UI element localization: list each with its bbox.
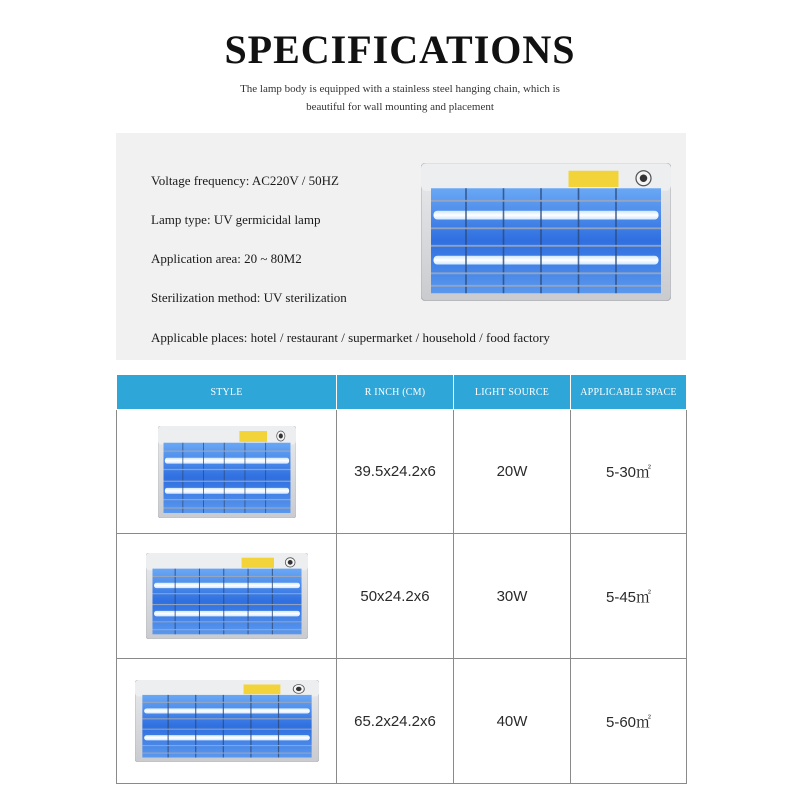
spec-sterilization-method: Sterilization method: UV sterilization — [151, 290, 347, 305]
lamp-40w-image — [135, 680, 319, 762]
space-cell: 5-45㎡ — [571, 534, 687, 659]
table-row — [117, 410, 687, 534]
spec-application-area: Application area: 20 ~ 80M2 — [151, 251, 302, 266]
product-lamp-image — [421, 163, 671, 301]
size-cell: 50x24.2x6 — [337, 534, 454, 659]
page-title: SPECIFICATIONS — [224, 27, 576, 72]
header-applicable-space: APPLICABLE SPACE — [571, 375, 687, 410]
spec-applicable-places: Applicable places: hotel / restaurant / supermarket / household / food factory — [151, 330, 550, 345]
power-cell: 30W — [454, 534, 571, 659]
page-subtitle — [200, 80, 600, 116]
lamp-20w-image — [158, 426, 296, 518]
spec-voltage: Voltage frequency: AC220V / 50HZ — [151, 173, 339, 188]
specification-panel — [116, 133, 686, 360]
style-image-cell — [117, 534, 337, 659]
lamp-30w-image — [146, 553, 308, 639]
power-cell: 40W — [454, 659, 571, 784]
spec-lamp-type: Lamp type: UV germicidal lamp — [151, 212, 321, 227]
table-header-row — [117, 375, 687, 410]
table-row — [117, 534, 687, 659]
power-cell: 20W — [454, 410, 571, 534]
space-cell: 5-60㎡ — [571, 659, 687, 784]
header-size: R INCH (CM) — [337, 375, 454, 410]
size-cell: 39.5x24.2x6 — [337, 410, 454, 534]
size-table — [116, 374, 687, 784]
subtitle-line-1: The lamp body is equipped with a stainless steel hanging chain, which is — [240, 83, 560, 95]
style-image-cell — [117, 410, 337, 534]
style-image-cell — [117, 659, 337, 784]
size-cell: 65.2x24.2x6 — [337, 659, 454, 784]
space-cell: 5-30㎡ — [571, 410, 687, 534]
table-row — [117, 659, 687, 784]
header-light-source: LIGHT SOURCE — [454, 375, 571, 410]
header-style: STYLE — [117, 375, 337, 410]
subtitle-line-2: beautiful for wall mounting and placement — [306, 101, 494, 113]
